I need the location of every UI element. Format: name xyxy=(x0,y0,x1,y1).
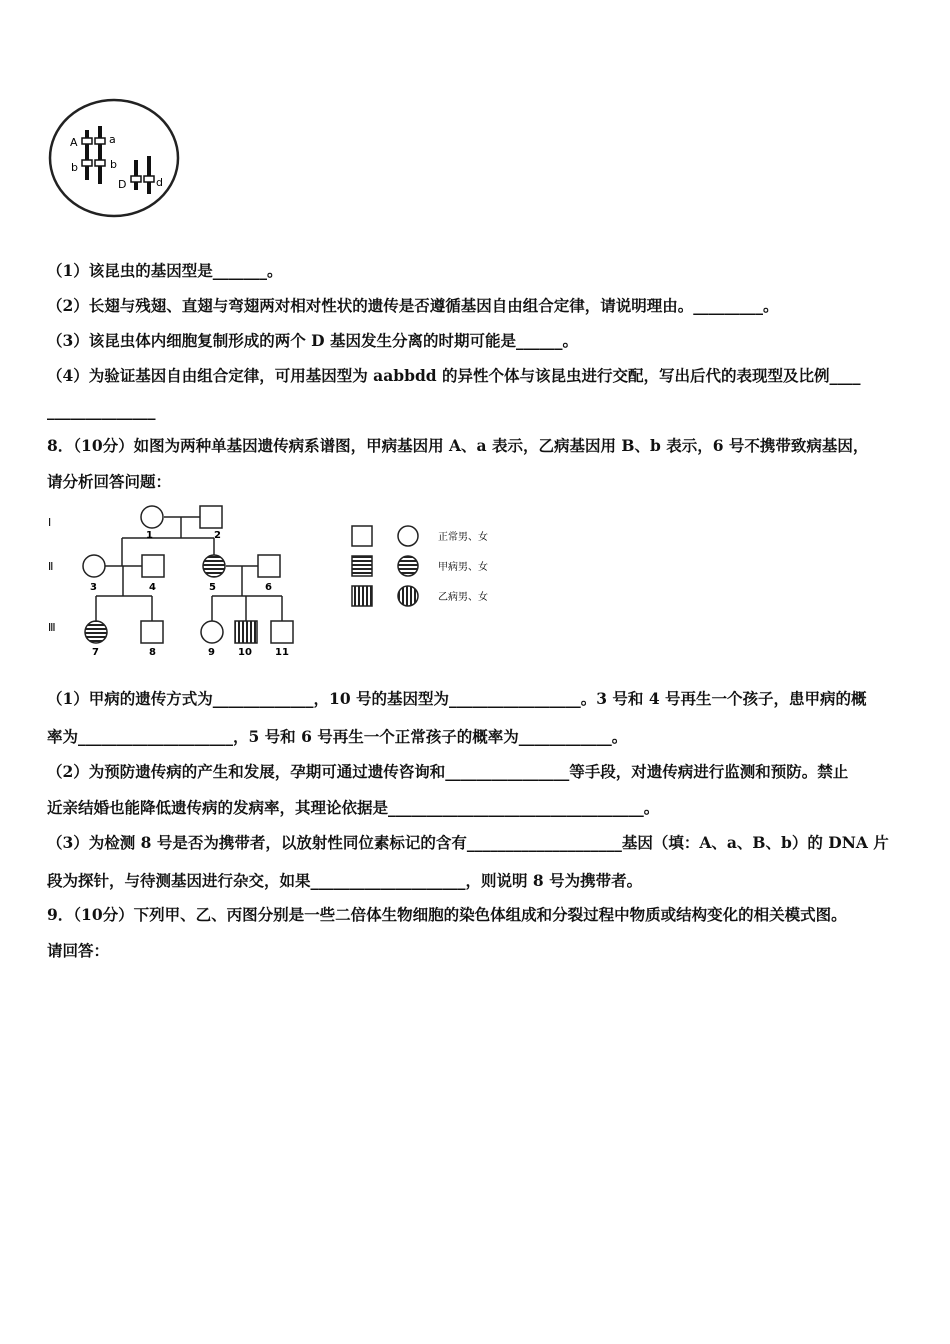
legend-normal-male xyxy=(352,526,372,546)
gene-label-b-left: b xyxy=(71,161,78,174)
gene-label-d: d xyxy=(156,176,163,189)
legend-disease-a-male xyxy=(352,556,372,576)
q9-header: 9．（10分）下列甲、乙、丙图分别是一些二倍体生物细胞的染色体组成和分裂过程中物质或结构变化的相关模式图。 xyxy=(47,905,847,924)
gene-label-a: a xyxy=(109,133,116,146)
label-2: 2 xyxy=(214,530,221,541)
q8-part2: （2）为预防遗传病的产生和发展，孕期可通过遗传咨询和________________等手段，对遗传病进行监测和预防。禁止 xyxy=(47,762,849,781)
q7-part4-cont: ______________ xyxy=(47,401,156,420)
q7-part2: （2）长翅与残翅、直翅与弯翅两对相对性状的遗传是否遵循基因自由组合定律，请说明理由。_________。 xyxy=(47,296,779,315)
individual-10 xyxy=(235,621,257,643)
gene-label-D: D xyxy=(118,178,127,191)
legend-disease-b-label: 乙病男、女 xyxy=(438,592,488,603)
individual-6 xyxy=(258,555,280,577)
label-3: 3 xyxy=(90,582,97,593)
chromosome-2 xyxy=(98,126,102,184)
legend-disease-b-male xyxy=(352,586,372,606)
q8-part2-cont: 近亲结婚也能降低遗传病的发病率，其理论依据是_________________________________。 xyxy=(47,798,660,817)
label-5: 5 xyxy=(209,582,216,593)
legend-disease-b-female xyxy=(398,586,418,606)
q8-header: 8．（10分）如图为两种单基因遗传病系谱图，甲病基因用 A、a 表示，乙病基因用 B、b 表示，6 号不携带致病基因， xyxy=(47,436,869,455)
q9-header-cont: 请回答： xyxy=(47,941,110,960)
q8-part1-cont: 率为____________________，5 号和 6 号再生一个正常孩子的概率为____________。 xyxy=(47,727,628,746)
pedigree-chart xyxy=(46,500,516,660)
label-8: 8 xyxy=(149,647,156,658)
individual-5 xyxy=(203,555,225,577)
legend-disease-a-label: 甲病男、女 xyxy=(438,562,488,573)
q8-part1: （1）甲病的遗传方式为_____________，10 号的基因型为_________________。3 号和 4 号再生一个孩子，患甲病的概 xyxy=(47,689,867,708)
generation-label-III: Ⅲ xyxy=(48,621,56,634)
chromosome-4 xyxy=(147,156,151,194)
legend-disease-a-female xyxy=(398,556,418,576)
individual-7 xyxy=(85,621,107,643)
individual-8 xyxy=(141,621,163,643)
q7-part1: （1）该昆虫的基因型是_______。 xyxy=(47,261,283,280)
q8-part3: （3）为检测 8 号是否为携带者，以放射性同位素标记的含有____________________基因（填：A、a、B、b）的 DNA 片 xyxy=(47,833,889,852)
q7-part3: （3）该昆虫体内细胞复制形成的两个 D 基因发生分离的时期可能是______。 xyxy=(47,331,579,350)
individual-2 xyxy=(200,506,222,528)
label-11: 11 xyxy=(275,647,289,658)
legend-normal-female xyxy=(398,526,418,546)
label-4: 4 xyxy=(149,582,156,593)
individual-1 xyxy=(141,506,163,528)
label-7: 7 xyxy=(92,647,99,658)
label-1: 1 xyxy=(146,530,153,541)
chromosome-cell-figure xyxy=(46,96,182,220)
q7-part4: （4）为验证基因自由组合定律，可用基因型为 aabbdd 的异性个体与该昆虫进行交配，写出后代的表现型及比例____ xyxy=(47,366,861,385)
generation-label-II: Ⅱ xyxy=(48,560,54,573)
individual-3 xyxy=(83,555,105,577)
chromosome-3 xyxy=(134,160,138,190)
individual-11 xyxy=(271,621,293,643)
label-9: 9 xyxy=(208,647,215,658)
legend-normal-label: 正常男、女 xyxy=(438,532,488,543)
gene-label-b-right: b xyxy=(110,158,117,171)
q8-header-cont: 请分析回答问题： xyxy=(47,472,172,491)
q8-part3-cont: 段为探针，与待测基因进行杂交，如果____________________，则说明 8 号为携带者。 xyxy=(47,871,643,890)
individual-9 xyxy=(201,621,223,643)
gene-label-A: A xyxy=(70,136,78,149)
label-10: 10 xyxy=(238,647,252,658)
label-6: 6 xyxy=(265,582,272,593)
individual-4 xyxy=(142,555,164,577)
generation-label-I: Ⅰ xyxy=(48,516,52,529)
